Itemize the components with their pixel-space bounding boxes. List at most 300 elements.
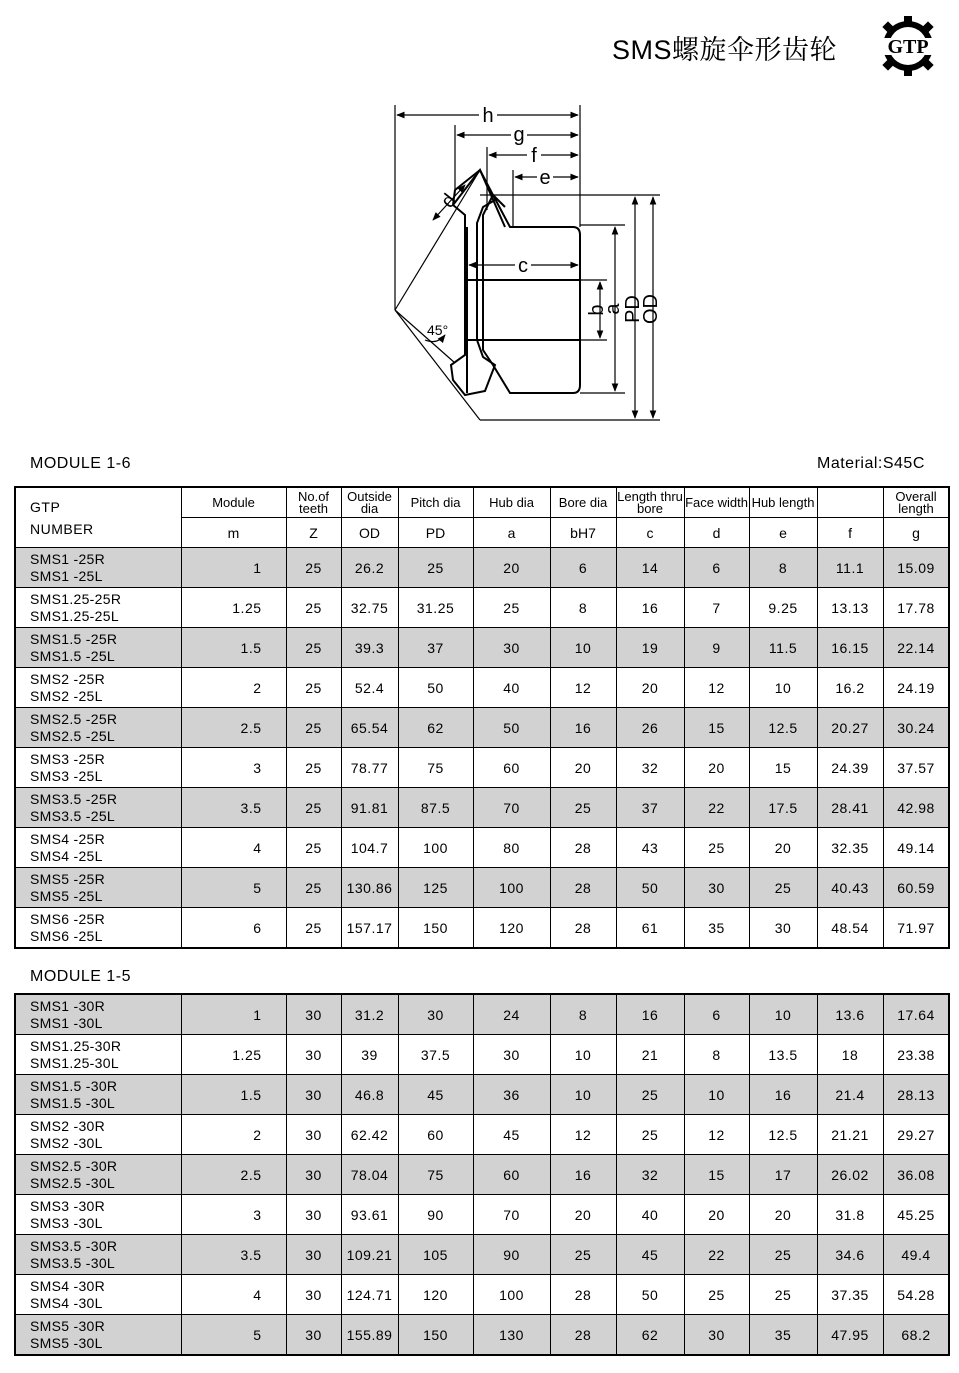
value-cell: 104.7 bbox=[341, 828, 398, 868]
part-number-r: SMS6 -25R bbox=[30, 910, 106, 927]
value-cell: 37.35 bbox=[817, 1275, 883, 1315]
value-cell: 4 bbox=[181, 828, 286, 868]
value-cell: 32 bbox=[616, 748, 684, 788]
value-cell: 14 bbox=[616, 548, 684, 588]
header-label: Overall length bbox=[883, 487, 949, 518]
value-cell: 25 bbox=[684, 828, 749, 868]
value-cell: 15 bbox=[684, 1155, 749, 1195]
header-symbol: Z bbox=[286, 518, 341, 548]
section-title-module-1-5: MODULE 1-5 bbox=[30, 968, 132, 985]
header-symbol: PD bbox=[398, 518, 473, 548]
table-row bbox=[15, 628, 949, 668]
value-cell: 25 bbox=[616, 1115, 684, 1155]
value-cell: 21.21 bbox=[817, 1115, 883, 1155]
value-cell: 11.5 bbox=[749, 628, 817, 668]
value-cell: 20 bbox=[684, 748, 749, 788]
part-number-r: SMS2 -25R bbox=[30, 670, 106, 687]
table-row bbox=[15, 748, 949, 788]
value-cell: 16.15 bbox=[817, 628, 883, 668]
table-row bbox=[15, 1115, 949, 1155]
part-number-l: SMS2 -30L bbox=[30, 1134, 103, 1151]
part-number-cell bbox=[15, 628, 181, 668]
value-cell: 62 bbox=[616, 1315, 684, 1356]
gtp-gear-logo bbox=[872, 14, 944, 78]
value-cell: 28 bbox=[550, 908, 616, 949]
dim-label-h: h bbox=[482, 105, 494, 127]
header-label bbox=[817, 487, 883, 518]
value-cell: 100 bbox=[473, 868, 550, 908]
value-cell: 28 bbox=[550, 1315, 616, 1356]
value-cell: 30 bbox=[286, 1275, 341, 1315]
part-number-r: SMS1.25-25R bbox=[30, 590, 122, 607]
value-cell: 25 bbox=[286, 708, 341, 748]
value-cell: 25 bbox=[286, 788, 341, 828]
value-cell: 25 bbox=[749, 1235, 817, 1275]
part-number-l: SMS5 -30L bbox=[30, 1334, 103, 1351]
value-cell: 30 bbox=[398, 994, 473, 1035]
value-cell: 42.98 bbox=[883, 788, 949, 828]
part-number-l: SMS3.5 -25L bbox=[30, 807, 116, 824]
value-cell: 60 bbox=[398, 1115, 473, 1155]
value-cell: 25 bbox=[286, 908, 341, 949]
value-cell: 6 bbox=[181, 908, 286, 949]
value-cell: 15.09 bbox=[883, 548, 949, 588]
value-cell: 31.8 bbox=[817, 1195, 883, 1235]
value-cell: 25 bbox=[749, 868, 817, 908]
value-cell: 45.25 bbox=[883, 1195, 949, 1235]
part-number-l: SMS3 -25L bbox=[30, 767, 103, 784]
part-number-r: SMS1 -30R bbox=[30, 997, 106, 1014]
value-cell: 91.81 bbox=[341, 788, 398, 828]
part-number-r: SMS1.5 -25R bbox=[30, 630, 118, 647]
value-cell: 93.61 bbox=[341, 1195, 398, 1235]
value-cell: 30 bbox=[473, 628, 550, 668]
value-cell: 35 bbox=[684, 908, 749, 949]
header-symbol: f bbox=[817, 518, 883, 548]
value-cell: 26 bbox=[616, 708, 684, 748]
value-cell: 8 bbox=[684, 1035, 749, 1075]
part-number-l: SMS2.5 -25L bbox=[30, 727, 116, 744]
header-symbol: d bbox=[684, 518, 749, 548]
value-cell: 10 bbox=[550, 628, 616, 668]
part-number-r: SMS3.5 -30R bbox=[30, 1237, 118, 1254]
value-cell: 31.2 bbox=[341, 994, 398, 1035]
value-cell: 16 bbox=[749, 1075, 817, 1115]
value-cell: 50 bbox=[398, 668, 473, 708]
section-title-module-1-6: MODULE 1-6 bbox=[30, 455, 132, 472]
value-cell: 10 bbox=[749, 668, 817, 708]
value-cell: 30 bbox=[286, 1155, 341, 1195]
value-cell: 30 bbox=[286, 1035, 341, 1075]
part-number-cell bbox=[15, 588, 181, 628]
part-number-l: SMS2 -25L bbox=[30, 687, 103, 704]
value-cell: 62 bbox=[398, 708, 473, 748]
part-number-cell bbox=[15, 868, 181, 908]
table-row bbox=[15, 588, 949, 628]
value-cell: 60 bbox=[473, 748, 550, 788]
dim-label-pd: PD bbox=[622, 295, 644, 323]
value-cell: 50 bbox=[616, 1275, 684, 1315]
value-cell: 47.95 bbox=[817, 1315, 883, 1356]
value-cell: 11.1 bbox=[817, 548, 883, 588]
value-cell: 30 bbox=[749, 908, 817, 949]
value-cell: 25 bbox=[286, 668, 341, 708]
part-number-l: SMS1.25-30L bbox=[30, 1054, 119, 1071]
value-cell: 17 bbox=[749, 1155, 817, 1195]
value-cell: 20.27 bbox=[817, 708, 883, 748]
value-cell: 30 bbox=[286, 1315, 341, 1356]
value-cell: 10 bbox=[749, 994, 817, 1035]
part-number-cell bbox=[15, 1115, 181, 1155]
part-number-l: SMS4 -30L bbox=[30, 1294, 103, 1311]
value-cell: 16 bbox=[616, 994, 684, 1035]
value-cell: 10 bbox=[550, 1075, 616, 1115]
value-cell: 120 bbox=[473, 908, 550, 949]
value-cell: 105 bbox=[398, 1235, 473, 1275]
value-cell: 30 bbox=[684, 868, 749, 908]
value-cell: 37.5 bbox=[398, 1035, 473, 1075]
dim-label-c: c bbox=[518, 255, 528, 277]
value-cell: 25 bbox=[550, 788, 616, 828]
header-symbol: c bbox=[616, 518, 684, 548]
value-cell: 125 bbox=[398, 868, 473, 908]
value-cell: 62.42 bbox=[341, 1115, 398, 1155]
spec-table-module-1-6 bbox=[14, 486, 950, 949]
value-cell: 25 bbox=[286, 748, 341, 788]
value-cell: 30 bbox=[286, 1235, 341, 1275]
header-number-line: NUMBER bbox=[30, 520, 94, 537]
dim-label-f: f bbox=[531, 145, 537, 167]
value-cell: 12.5 bbox=[749, 708, 817, 748]
value-cell: 8 bbox=[550, 994, 616, 1035]
value-cell: 75 bbox=[398, 748, 473, 788]
value-cell: 8 bbox=[749, 548, 817, 588]
value-cell: 130 bbox=[473, 1315, 550, 1356]
value-cell: 20 bbox=[616, 668, 684, 708]
part-number-r: SMS5 -25R bbox=[30, 870, 106, 887]
dim-label-g: g bbox=[513, 124, 525, 146]
header-label: Face width bbox=[684, 487, 749, 518]
value-cell: 16 bbox=[550, 1155, 616, 1195]
value-cell: 12 bbox=[684, 1115, 749, 1155]
value-cell: 25 bbox=[286, 628, 341, 668]
part-number-r: SMS2 -30R bbox=[30, 1117, 106, 1134]
dim-label-a: a bbox=[602, 303, 624, 315]
table-row bbox=[15, 828, 949, 868]
value-cell: 25 bbox=[550, 1235, 616, 1275]
part-number-l: SMS4 -25L bbox=[30, 847, 103, 864]
value-cell: 45 bbox=[398, 1075, 473, 1115]
value-cell: 25 bbox=[286, 548, 341, 588]
value-cell: 6 bbox=[550, 548, 616, 588]
value-cell: 19 bbox=[616, 628, 684, 668]
header-label: Outside dia bbox=[341, 487, 398, 518]
value-cell: 30 bbox=[286, 994, 341, 1035]
value-cell: 24 bbox=[473, 994, 550, 1035]
value-cell: 17.5 bbox=[749, 788, 817, 828]
value-cell: 36.08 bbox=[883, 1155, 949, 1195]
value-cell: 45 bbox=[616, 1235, 684, 1275]
value-cell: 20 bbox=[550, 1195, 616, 1235]
value-cell: 9 bbox=[684, 628, 749, 668]
value-cell: 13.13 bbox=[817, 588, 883, 628]
value-cell: 22.14 bbox=[883, 628, 949, 668]
header-label: Pitch dia bbox=[398, 487, 473, 518]
value-cell: 90 bbox=[473, 1235, 550, 1275]
value-cell: 17.64 bbox=[883, 994, 949, 1035]
part-number-cell bbox=[15, 994, 181, 1035]
value-cell: 50 bbox=[616, 868, 684, 908]
part-number-cell bbox=[15, 1075, 181, 1115]
value-cell: 71.97 bbox=[883, 908, 949, 949]
part-number-l: SMS1.5 -30L bbox=[30, 1094, 116, 1111]
header-gtp-line: GTP bbox=[30, 498, 61, 515]
value-cell: 3.5 bbox=[181, 1235, 286, 1275]
value-cell: 20 bbox=[550, 748, 616, 788]
value-cell: 60 bbox=[473, 1155, 550, 1195]
table-body bbox=[15, 994, 949, 1355]
part-number-cell bbox=[15, 748, 181, 788]
value-cell: 2 bbox=[181, 1115, 286, 1155]
value-cell: 32.35 bbox=[817, 828, 883, 868]
value-cell: 29.27 bbox=[883, 1115, 949, 1155]
value-cell: 1 bbox=[181, 548, 286, 588]
value-cell: 30 bbox=[286, 1115, 341, 1155]
value-cell: 49.4 bbox=[883, 1235, 949, 1275]
value-cell: 28.41 bbox=[817, 788, 883, 828]
header-label: No.of teeth bbox=[286, 487, 341, 518]
value-cell: 4 bbox=[181, 1275, 286, 1315]
value-cell: 16 bbox=[550, 708, 616, 748]
value-cell: 32.75 bbox=[341, 588, 398, 628]
value-cell: 5 bbox=[181, 868, 286, 908]
value-cell: 2.5 bbox=[181, 1155, 286, 1195]
value-cell: 90 bbox=[398, 1195, 473, 1235]
value-cell: 50 bbox=[473, 708, 550, 748]
value-cell: 25 bbox=[749, 1275, 817, 1315]
header-label: Hub length bbox=[749, 487, 817, 518]
part-number-r: SMS1.5 -30R bbox=[30, 1077, 118, 1094]
value-cell: 1 bbox=[181, 994, 286, 1035]
part-number-r: SMS4 -30R bbox=[30, 1277, 106, 1294]
header-label: Module bbox=[181, 487, 286, 518]
value-cell: 9.25 bbox=[749, 588, 817, 628]
value-cell: 48.54 bbox=[817, 908, 883, 949]
header-row bbox=[15, 487, 949, 518]
value-cell: 2 bbox=[181, 668, 286, 708]
value-cell: 22 bbox=[684, 1235, 749, 1275]
value-cell: 10 bbox=[550, 1035, 616, 1075]
value-cell: 36 bbox=[473, 1075, 550, 1115]
value-cell: 150 bbox=[398, 908, 473, 949]
header-symbol: e bbox=[749, 518, 817, 548]
value-cell: 100 bbox=[398, 828, 473, 868]
angle-label: 45° bbox=[427, 322, 449, 338]
value-cell: 120 bbox=[398, 1275, 473, 1315]
header-label: Hub dia bbox=[473, 487, 550, 518]
table-row bbox=[15, 1155, 949, 1195]
value-cell: 12 bbox=[684, 668, 749, 708]
part-number-r: SMS2.5 -30R bbox=[30, 1157, 118, 1174]
value-cell: 13.5 bbox=[749, 1035, 817, 1075]
value-cell: 23.38 bbox=[883, 1035, 949, 1075]
value-cell: 25 bbox=[286, 828, 341, 868]
value-cell: 30 bbox=[473, 1035, 550, 1075]
value-cell: 30 bbox=[286, 1075, 341, 1115]
table-row bbox=[15, 708, 949, 748]
value-cell: 150 bbox=[398, 1315, 473, 1356]
part-number-l: SMS1.25-25L bbox=[30, 607, 119, 624]
value-cell: 1.5 bbox=[181, 628, 286, 668]
table-row bbox=[15, 1195, 949, 1235]
table-row bbox=[15, 668, 949, 708]
value-cell: 39.3 bbox=[341, 628, 398, 668]
header-symbol: g bbox=[883, 518, 949, 548]
part-number-r: SMS3 -30R bbox=[30, 1197, 106, 1214]
part-number-l: SMS3 -30L bbox=[30, 1214, 103, 1231]
table-row bbox=[15, 1235, 949, 1275]
value-cell: 155.89 bbox=[341, 1315, 398, 1356]
part-number-r: SMS1 -25R bbox=[30, 550, 106, 567]
value-cell: 46.8 bbox=[341, 1075, 398, 1115]
value-cell: 52.4 bbox=[341, 668, 398, 708]
value-cell: 15 bbox=[684, 708, 749, 748]
value-cell: 12.5 bbox=[749, 1115, 817, 1155]
header-gtp-number bbox=[15, 487, 181, 548]
value-cell: 45 bbox=[473, 1115, 550, 1155]
header-symbol: m bbox=[181, 518, 286, 548]
part-number-cell bbox=[15, 1155, 181, 1195]
value-cell: 8 bbox=[550, 588, 616, 628]
part-number-cell bbox=[15, 1315, 181, 1356]
part-number-l: SMS1 -25L bbox=[30, 567, 103, 584]
logo-text: GTP bbox=[887, 36, 929, 58]
part-number-l: SMS6 -25L bbox=[30, 927, 103, 944]
part-number-cell bbox=[15, 1035, 181, 1075]
value-cell: 24.39 bbox=[817, 748, 883, 788]
value-cell: 5 bbox=[181, 1315, 286, 1356]
value-cell: 30.24 bbox=[883, 708, 949, 748]
value-cell: 21.4 bbox=[817, 1075, 883, 1115]
value-cell: 20 bbox=[749, 1195, 817, 1235]
value-cell: 157.17 bbox=[341, 908, 398, 949]
header-label: Bore dia bbox=[550, 487, 616, 518]
value-cell: 75 bbox=[398, 1155, 473, 1195]
part-number-r: SMS5 -30R bbox=[30, 1317, 106, 1334]
value-cell: 78.04 bbox=[341, 1155, 398, 1195]
table-row bbox=[15, 788, 949, 828]
value-cell: 28 bbox=[550, 828, 616, 868]
dim-label-b: b bbox=[586, 304, 608, 316]
part-number-l: SMS1 -30L bbox=[30, 1014, 103, 1031]
value-cell: 40 bbox=[616, 1195, 684, 1235]
value-cell: 20 bbox=[684, 1195, 749, 1235]
value-cell: 24.19 bbox=[883, 668, 949, 708]
table-row bbox=[15, 868, 949, 908]
part-number-cell bbox=[15, 908, 181, 949]
part-number-r: SMS4 -25R bbox=[30, 830, 106, 847]
part-number-l: SMS3.5 -30L bbox=[30, 1254, 116, 1271]
value-cell: 10 bbox=[684, 1075, 749, 1115]
value-cell: 20 bbox=[749, 828, 817, 868]
part-number-l: SMS1.5 -25L bbox=[30, 647, 116, 664]
value-cell: 28 bbox=[550, 868, 616, 908]
part-number-cell bbox=[15, 548, 181, 588]
part-number-cell bbox=[15, 708, 181, 748]
part-number-cell bbox=[15, 1235, 181, 1275]
value-cell: 54.28 bbox=[883, 1275, 949, 1315]
part-number-cell bbox=[15, 1275, 181, 1315]
value-cell: 34.6 bbox=[817, 1235, 883, 1275]
value-cell: 43 bbox=[616, 828, 684, 868]
value-cell: 25 bbox=[286, 588, 341, 628]
value-cell: 26.02 bbox=[817, 1155, 883, 1195]
value-cell: 87.5 bbox=[398, 788, 473, 828]
value-cell: 70 bbox=[473, 1195, 550, 1235]
value-cell: 31.25 bbox=[398, 588, 473, 628]
value-cell: 13.6 bbox=[817, 994, 883, 1035]
value-cell: 7 bbox=[684, 588, 749, 628]
value-cell: 16 bbox=[616, 588, 684, 628]
value-cell: 21 bbox=[616, 1035, 684, 1075]
value-cell: 12 bbox=[550, 668, 616, 708]
dim-label-e: e bbox=[539, 167, 551, 189]
value-cell: 80 bbox=[473, 828, 550, 868]
table-row bbox=[15, 1275, 949, 1315]
value-cell: 20 bbox=[473, 548, 550, 588]
value-cell: 1.25 bbox=[181, 588, 286, 628]
value-cell: 40.43 bbox=[817, 868, 883, 908]
value-cell: 17.78 bbox=[883, 588, 949, 628]
table-row bbox=[15, 1315, 949, 1356]
value-cell: 32 bbox=[616, 1155, 684, 1195]
part-number-l: SMS2.5 -30L bbox=[30, 1174, 116, 1191]
material-label: Material:S45C bbox=[817, 455, 925, 472]
table-row bbox=[15, 908, 949, 949]
value-cell: 28 bbox=[550, 1275, 616, 1315]
value-cell: 35 bbox=[749, 1315, 817, 1356]
value-cell: 25 bbox=[398, 548, 473, 588]
value-cell: 26.2 bbox=[341, 548, 398, 588]
value-cell: 100 bbox=[473, 1275, 550, 1315]
value-cell: 49.14 bbox=[883, 828, 949, 868]
part-number-cell bbox=[15, 668, 181, 708]
value-cell: 2.5 bbox=[181, 708, 286, 748]
gear-dimension-drawing bbox=[385, 95, 685, 435]
value-cell: 25 bbox=[616, 1075, 684, 1115]
table-row bbox=[15, 1035, 949, 1075]
value-cell: 12 bbox=[550, 1115, 616, 1155]
value-cell: 3 bbox=[181, 748, 286, 788]
header-symbol: OD bbox=[341, 518, 398, 548]
value-cell: 124.71 bbox=[341, 1275, 398, 1315]
value-cell: 16.2 bbox=[817, 668, 883, 708]
value-cell: 22 bbox=[684, 788, 749, 828]
part-number-cell bbox=[15, 828, 181, 868]
part-number-r: SMS2.5 -25R bbox=[30, 710, 118, 727]
page-title: SMS螺旋伞形齿轮 bbox=[612, 35, 838, 65]
value-cell: 6 bbox=[684, 994, 749, 1035]
part-number-r: SMS3 -25R bbox=[30, 750, 106, 767]
dim-label-od: OD bbox=[640, 294, 662, 324]
value-cell: 3.5 bbox=[181, 788, 286, 828]
value-cell: 65.54 bbox=[341, 708, 398, 748]
part-number-r: SMS3.5 -25R bbox=[30, 790, 118, 807]
value-cell: 109.21 bbox=[341, 1235, 398, 1275]
header-label: Length thru bore bbox=[617, 488, 683, 516]
value-cell: 78.77 bbox=[341, 748, 398, 788]
table-row bbox=[15, 548, 949, 588]
